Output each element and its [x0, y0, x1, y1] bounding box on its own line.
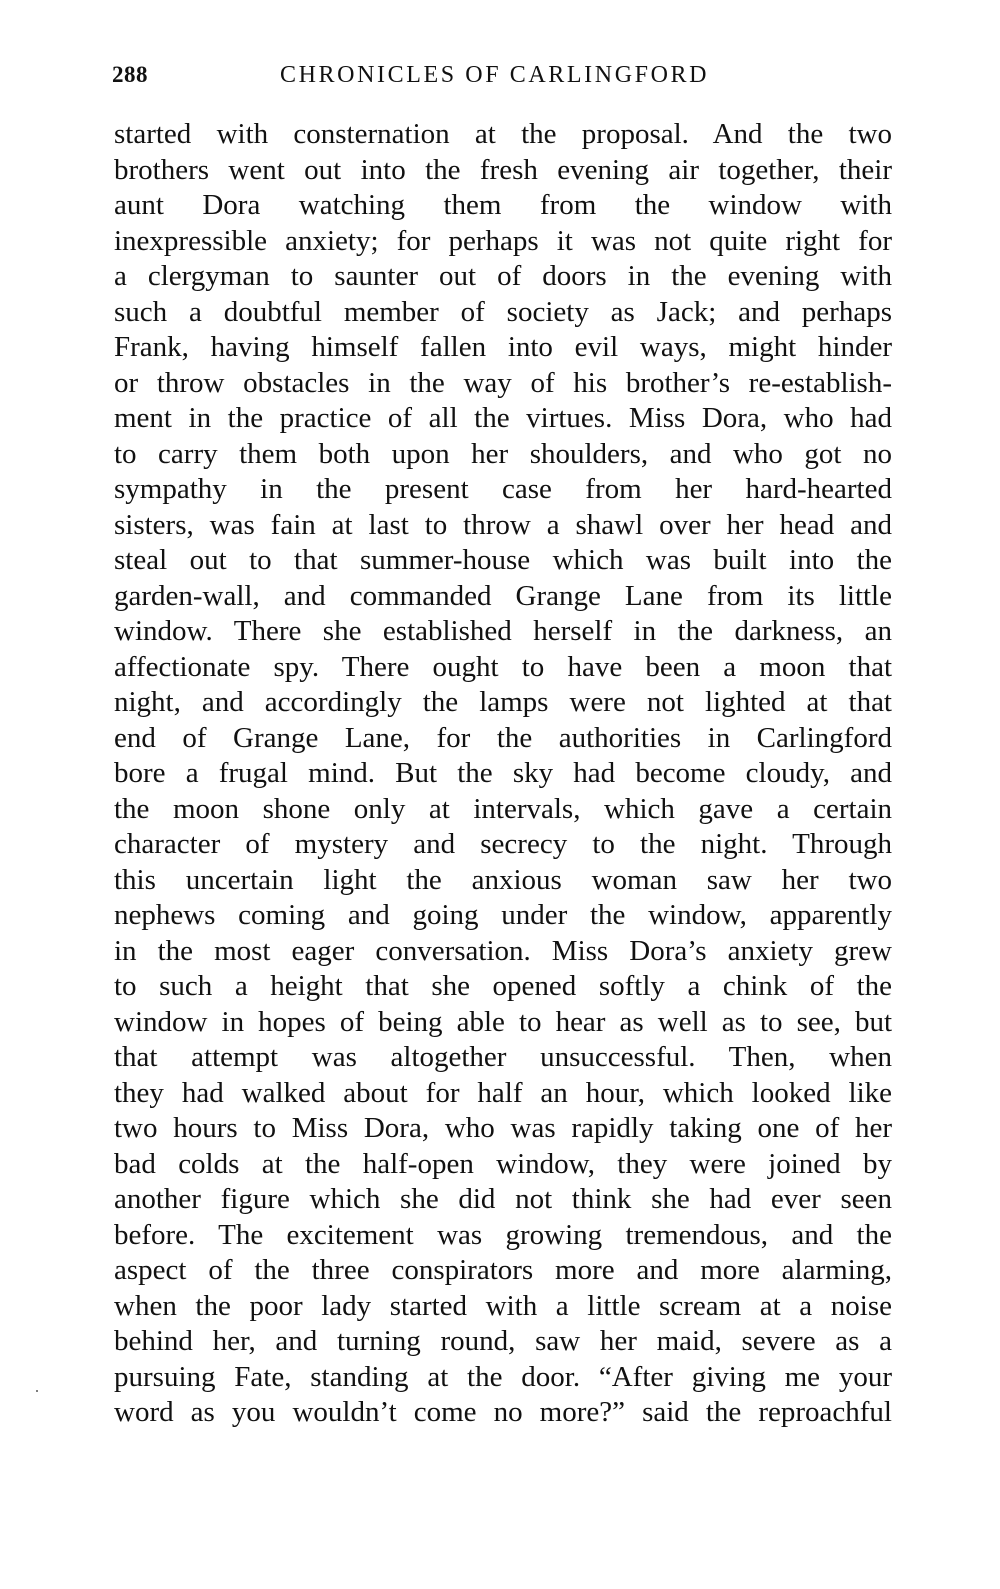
text-line: such a doubtful member of society as Jack; and perhaps — [114, 295, 892, 328]
scan-speck — [36, 1390, 38, 1392]
text-line: two hours to Miss Dora, who was rapidly taking one of her — [114, 1112, 892, 1144]
running-title: CHRONICLES OF CARLINGFORD — [280, 62, 710, 88]
text-line: affectionate spy. There ought to have been a moon that — [114, 650, 892, 683]
text-line: aunt Dora watching them from the window with — [114, 189, 892, 221]
text-line: sympathy in the present case from her hard-hearted — [114, 473, 892, 505]
text-line: aspect of the three conspirators more and more alarming, — [114, 1254, 892, 1286]
text-line: Frank, having himself fallen into evil ways, might hinder — [114, 331, 892, 363]
text-line: another figure which she did not think she had ever seen — [114, 1183, 892, 1215]
text-line: a clergyman to saunter out of doors in the evening with — [114, 260, 892, 292]
text-line: before. The excitement was growing tremendous, and the — [114, 1218, 892, 1251]
text-line: ment in the practice of all the virtues. Miss Dora, who had — [114, 402, 892, 434]
text-line: end of Grange Lane, for the authorities in Carlingford — [114, 721, 892, 754]
text-line: that attempt was altogether unsuccessful. Then, when — [114, 1041, 892, 1073]
text-line: brothers went out into the fresh evening air together, their — [114, 153, 892, 186]
text-line: nephews coming and going under the window, apparently — [114, 899, 892, 931]
page-number: 288 — [112, 62, 148, 87]
text-line: or throw obstacles in the way of his brother’s re-establish- — [114, 366, 892, 399]
text-line: to such a height that she opened softly a chink of the — [114, 970, 892, 1002]
text-line: word as you wouldn’t come no more?” said the reproachful — [114, 1396, 892, 1428]
text-line: in the most eager conversation. Miss Dora’s anxiety grew — [114, 934, 892, 967]
text-line: inexpressible anxiety; for perhaps it was not quite right for — [114, 224, 892, 257]
running-head — [112, 62, 892, 96]
body-text — [114, 117, 892, 1431]
text-line: night, and accordingly the lamps were not lighted at that — [114, 686, 892, 718]
text-line: garden-wall, and commanded Grange Lane from its little — [114, 579, 892, 612]
text-line: window. There she established herself in the darkness, an — [114, 615, 892, 647]
text-line: bad colds at the half-open window, they were joined by — [114, 1147, 892, 1180]
text-line: steal out to that summer-house which was built into the — [114, 544, 892, 576]
text-line: sisters, was fain at last to throw a shawl over her head and — [114, 508, 892, 541]
text-line: when the poor lady started with a little scream at a noise — [114, 1289, 892, 1322]
text-line: started with consternation at the proposal. And the two — [114, 118, 892, 150]
text-line: the moon shone only at intervals, which gave a certain — [114, 792, 892, 825]
text-line: pursuing Fate, standing at the door. “After giving me your — [114, 1360, 892, 1393]
text-line: this uncertain light the anxious woman saw her two — [114, 863, 892, 896]
text-line: character of mystery and secrecy to the night. Through — [114, 828, 892, 860]
text-line: behind her, and turning round, saw her maid, severe as a — [114, 1325, 892, 1357]
text-line: they had walked about for half an hour, which looked like — [114, 1076, 892, 1109]
text-line: window in hopes of being able to hear as well as to see, but — [114, 1005, 892, 1038]
text-line: to carry them both upon her shoulders, and who got no — [114, 437, 892, 470]
text-line: bore a frugal mind. But the sky had become cloudy, and — [114, 757, 892, 789]
